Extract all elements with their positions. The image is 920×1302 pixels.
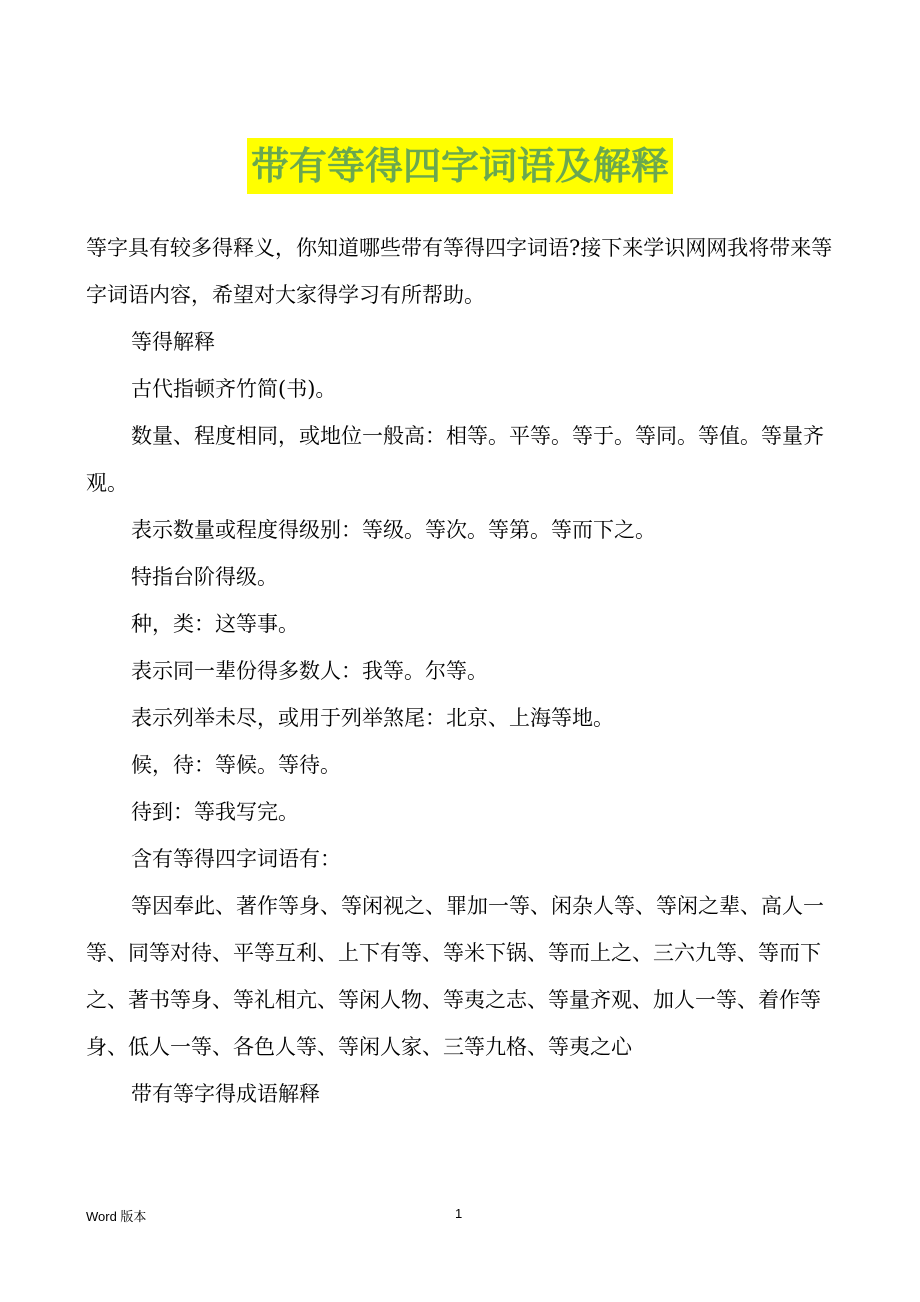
title-container xyxy=(0,138,920,194)
paragraph: 带有等字得成语解释 xyxy=(131,1082,320,1106)
paragraph: 表示数量或程度得级别：等级。等次。等第。等而下之。 xyxy=(131,518,656,542)
document-body xyxy=(86,225,846,1118)
paragraph: 含有等得四字词语有： xyxy=(131,847,341,871)
paragraph: 数量、程度相同，或地位一般高：相等。平等。等于。等同。等值。等量齐观。 xyxy=(86,424,824,495)
word-list-paragraph: 等因奉此、著作等身、等闲视之、罪加一等、闲杂人等、等闲之辈、高人一等、同等对待、平等互利、上下有等、等米下锅、等而上之、三六九等、等而下之、著书等身、等礼相亢、等闲人物、等夷之志、等量齐观、加人一等、着作等身、低人一等、各色人等、等闲人家、三等九格、等夷之心 xyxy=(86,894,824,1059)
document-title: 带有等得四字词语及解释 xyxy=(247,138,673,194)
paragraph: 特指台阶得级。 xyxy=(131,565,278,589)
paragraph: 表示同一辈份得多数人：我等。尔等。 xyxy=(131,659,488,683)
page-number: 1 xyxy=(455,1206,463,1221)
footer-label: Word 版本 xyxy=(86,1209,147,1224)
paragraph: 等得解释 xyxy=(131,330,215,354)
paragraph: 待到：等我写完。 xyxy=(131,800,299,824)
page-footer xyxy=(0,1206,920,1228)
paragraph: 种，类：这等事。 xyxy=(131,612,299,636)
paragraph: 候，待：等候。等待。 xyxy=(131,753,341,777)
intro-paragraph: 等字具有较多得释义，你知道哪些带有等得四字词语?接下来学识网网我将带来等字词语内容，希望对大家得学习有所帮助。 xyxy=(86,236,833,307)
paragraph: 表示列举未尽，或用于列举煞尾：北京、上海等地。 xyxy=(131,706,614,730)
paragraph: 古代指顿齐竹简(书)。 xyxy=(131,377,337,401)
